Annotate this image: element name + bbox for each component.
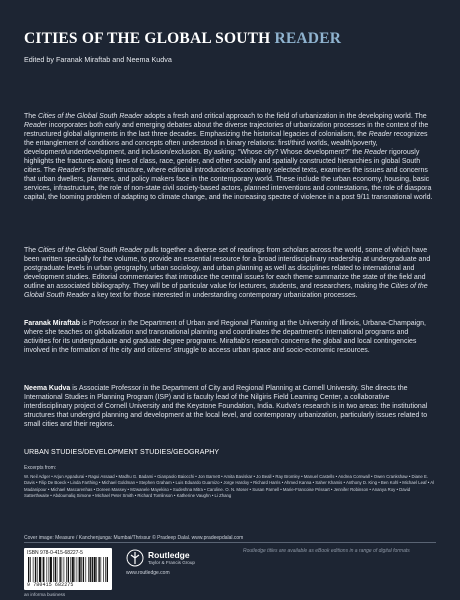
bio-kudva: Neema Kudva is Associate Professor in the Department of City and Regional Planning at Cornell University. She directs the International Studies in Planning Program (ISP) and is faculty lead of the Nilgiris Field Learning Center, a collaborative interdisciplinary project of Cornell University and the Keystone Foundation, India. Kudva's research is in two areas: the institutional structures that undergird planning and development at the local level, and contemporary urbanization, particularly issues related to small cities and their regions. [24, 385, 428, 428]
excerpts-label: Excerpts from: [24, 465, 57, 471]
barcode-bar [43, 557, 44, 582]
title-accent: READER [274, 30, 342, 47]
barcode-bar [50, 557, 52, 582]
barcode-panel [24, 548, 112, 590]
barcode-bar [88, 557, 89, 582]
barcode-bar [30, 557, 31, 582]
excerpts-authors-list: W. Neil Adger • Arjun Appadurai • Ragui Assaad • Madhu G. Badami • Gianpaolo Baiocchi • Jon Barnett • Amita Baviskar • Jo Beall • Ray Bromley • Manuel Castells • Andrea Cornwall • Owen Crankshaw • Diane E. Davis • Filip De Boeck • Linda Farthing • Michael Goldman • Stephen Graham • Luis Eduardo Guarnizo • Jorge Hardoy • Richard Harris • Ahmed Kanna • Saher Khamis • Anthony D. King • Ben Kohl • Michael Leaf • Al Madanipour • Michael Mascarenhas • Doreen Massey • Mzwanele Mayekiso • Sudeshna Mitra • Caroline. O. N. Moser • Susan Parnell • Marie-Francoise Prissart • Jennifer Robinson • Ananya Roy • David Satterthwaite • Abdoumaliq Simone • Michael Peter Smith • Richard Tomlinson • Katherine Vaughn • Li Zhang [24, 474, 435, 499]
editors-line: Edited by Faranak Miraftab and Neema Kudva [24, 55, 172, 64]
routledge-logo-icon [126, 549, 144, 567]
description-paragraph-2: The Cities of the Global South Reader pulls together a diverse set of readings from scholars across the world, some of which have been written specially for the volume, to provide an essential resource for a broad interdisciplinary readership at undergraduate and postgraduate levels in urban geography, urban sociology, and urban planning as well as disciplines related to international and development studies. Editorial commentaries that introduce the central issues for each theme summarize the state of the field and outline an associated bibliography. They will be of particular value for lecturers, students, and researchers, making the Cities of the Global South Reader a key text for those interested in understanding contemporary urbanization processes. [24, 247, 431, 299]
barcode-bar [46, 557, 47, 582]
barcode-digits: 9 780415 682275 [27, 582, 74, 588]
cover-image-credit: Cover image: Measure / Kanchenjunga: Mumbai/Thrissur © Pradeep Dalal. www.pradeepdalal.com [24, 535, 244, 541]
barcode-bar [28, 557, 29, 582]
barcode-icon [28, 557, 108, 582]
barcode-bar [79, 557, 81, 582]
book-title [24, 30, 341, 48]
barcode-bar [105, 557, 106, 582]
bio-name: Faranak Miraftab [24, 320, 81, 327]
barcode-bar [90, 557, 91, 582]
description-paragraph-1: The Cities of the Global South Reader adopts a fresh and critical approach to the field of urbanization in the developing world. The Reader incorporates both early and emerging debates about the diverse trajectories of urbanization processes in the context of the restructured global alignments in the last three decades. Emphasizing the historical legacies of colonialism, the Reader recognizes the entanglement of conditions and concepts often understood in binary relations: first/third worlds, wealth/poverty, development/underdevelopment, and inclusion/exclusion. By asking: “Whose city? Whose development?” the Reader rigorously highlights the fractures along lines of class, race, gender, and other socially and spatially constructed hierarchies in global South cities. The Reader's thematic structure, where editorial introductions accompany selected texts, examines the issues and concerns that urban dwellers, planners, and policy makers face in the contemporary world. These include the urban economy, housing, basic services, infrastructure, the role of non-state civil society-based actors, planned interventions and contestations, the role of diaspora capital, the looming problem of adapting to climate change, and the increasing spectre of violence in a post 9/11 transnational world. [24, 113, 433, 201]
barcode-bar [66, 557, 67, 582]
barcode-bar [100, 557, 101, 582]
barcode-bar [77, 557, 78, 582]
ebook-availability-note: Routledge titles are available as eBook editions in a range of digital formats [243, 548, 410, 554]
barcode-bar [68, 557, 69, 582]
barcode-bar [64, 557, 65, 582]
barcode-bar [103, 557, 104, 582]
barcode-bar [37, 557, 38, 582]
title-main: CITIES OF THE GLOBAL SOUTH [24, 30, 271, 47]
barcode-bar [33, 557, 34, 582]
barcode-bar [70, 557, 71, 582]
barcode-bar [75, 557, 76, 582]
barcode-bar [96, 557, 97, 582]
barcode-bar [98, 557, 99, 582]
barcode-bar [81, 557, 82, 582]
publisher-group: Taylor & Francis Group [148, 560, 195, 565]
bio-name: Neema Kudva [24, 385, 71, 392]
barcode-bar [83, 557, 84, 582]
barcode-bar [49, 557, 50, 582]
barcode-bar [92, 557, 93, 582]
barcode-bar [39, 557, 41, 582]
barcode-bar [55, 557, 56, 582]
barcode-bar [107, 557, 108, 582]
barcode-bar [57, 557, 58, 582]
barcode-bar [42, 557, 43, 582]
publisher-name: Routledge [148, 550, 190, 560]
informa-tagline: an informa business [24, 592, 66, 597]
barcode-bar [59, 557, 60, 582]
subject-category: URBAN STUDIES/DEVELOPMENT STUDIES/GEOGRAPHY [24, 449, 220, 456]
divider [24, 542, 436, 543]
barcode-bar [72, 557, 74, 582]
barcode-bar [94, 557, 96, 582]
barcode-bar [62, 557, 63, 582]
publisher-url: www.routledge.com [126, 570, 170, 576]
isbn-text: ISBN 978-0-415-68227-5 [27, 550, 83, 556]
publisher-block [126, 548, 216, 578]
bio-miraftab: Faranak Miraftab is Professor in the Department of Urban and Regional Planning at the University of Illinois, Urbana-Champaign, where she teaches on globalization and transnational planning and coordinates the department's international programs and activities for its undergraduate and graduate degree programs. Miraftab's research concerns the global and local contingencies involved in the formation of the city and citizens' struggle to access urban space and socio-economic resources. [24, 320, 426, 354]
barcode-bar [35, 557, 36, 582]
barcode-bar [53, 557, 54, 582]
barcode-bar [85, 557, 86, 582]
